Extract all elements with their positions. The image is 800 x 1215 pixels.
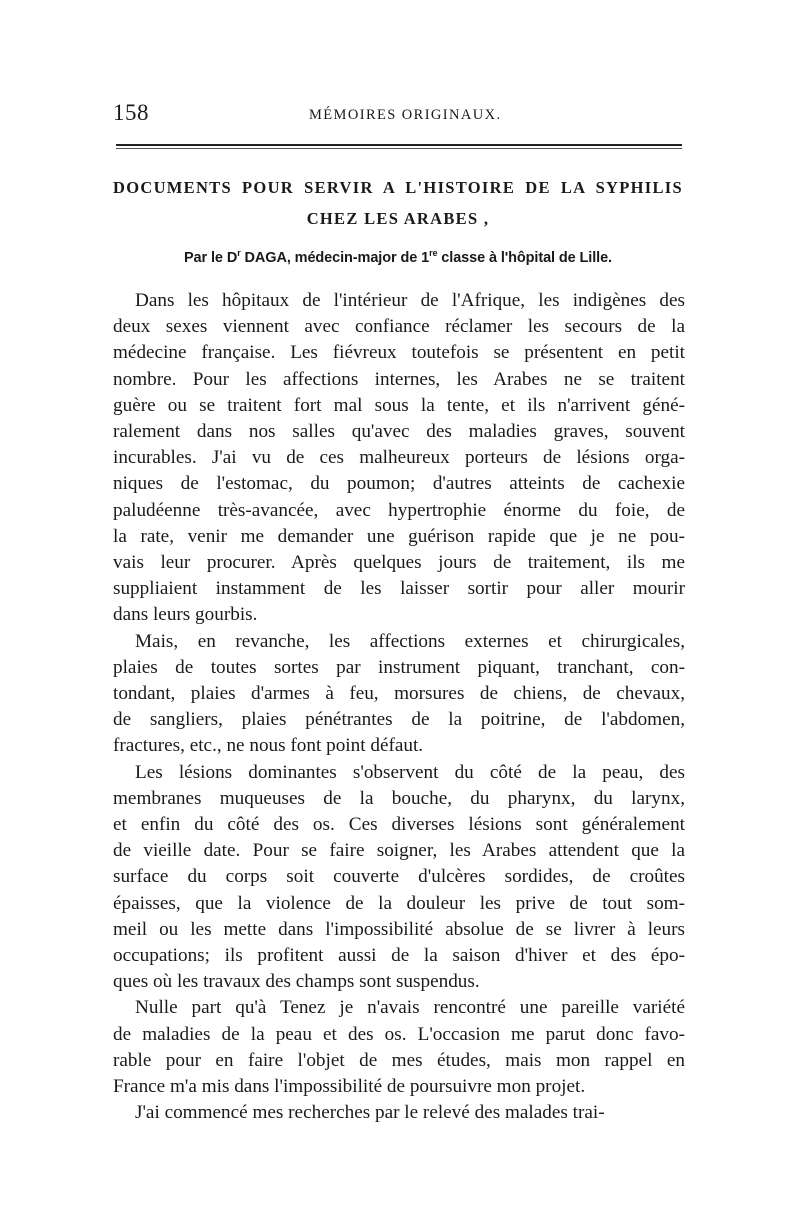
paragraph-line: vais leur procurer. Après quelques jours de traitement, ils me — [113, 552, 685, 574]
paragraph-line: membranes muqueuses de la bouche, du pharynx, du larynx, — [113, 787, 685, 809]
paragraph-line: épaisses, que la violence de la douleur les prive de tout som- — [113, 892, 685, 914]
paragraph-line: incurables. J'ai vu de ces malheureux porteurs de lésions orga- — [113, 447, 685, 469]
article-body — [113, 288, 685, 1127]
paragraph-line: ralement dans nos salles qu'avec des maladies graves, souvent — [113, 421, 685, 443]
article-title-line-2: CHEZ LES ARABES , — [306, 209, 490, 228]
paragraph-line: de vieille date. Pour se faire soigner, les Arabes attendent que la — [113, 840, 685, 862]
article-title-line-1: DOCUMENTS POUR SERVIR A L'HISTOIRE DE LA SYPHILIS — [113, 178, 683, 197]
paragraph-line: J'ai commencé mes recherches par le relevé des malades trai- — [135, 1102, 605, 1124]
body-paragraph — [113, 1100, 685, 1126]
paragraph-line: surface du corps soit couverte d'ulcères sordides, de croûtes — [113, 866, 685, 888]
paragraph-line: tondant, plaies d'armes à feu, morsures de chiens, de chevaux, — [113, 683, 685, 705]
paragraph-line: Mais, en revanche, les affections externes et chirurgicales, — [135, 630, 685, 652]
paragraph-line: nombre. Pour les affections internes, les Arabes ne se traitent — [113, 368, 685, 390]
paragraph-line: la rate, venir me demander une guérison rapide que je ne pou- — [113, 525, 685, 547]
paragraph-line: paludéenne très-avancée, avec hypertrophie énorme du foie, de — [113, 499, 685, 521]
byline-prefix: Par le D — [183, 250, 238, 266]
paragraph-line: dans leurs gourbis. — [113, 604, 258, 626]
running-title: MÉMOIRES ORIGINAUX. — [309, 107, 502, 123]
running-head — [113, 100, 683, 130]
page-number: 158 — [113, 100, 149, 125]
article-byline — [113, 248, 683, 266]
paragraph-line: fractures, etc., ne nous font point défaut. — [113, 735, 424, 757]
byline-superscript-class: re — [429, 248, 438, 258]
paragraph-line: de sangliers, plaies pénétrantes de la poitrine, de l'abdomen, — [113, 709, 685, 731]
paragraph-line: occupations; ils profitent aussi de la saison d'hiver et des épo- — [113, 945, 685, 967]
paragraph-line: plaies de toutes sortes par instrument piquant, tranchant, con- — [113, 656, 685, 678]
paragraph-line: de maladies de la peau et des os. L'occasion me parut donc favo- — [113, 1023, 685, 1045]
paragraph-line: deux sexes viennent avec confiance réclamer les secours de la — [113, 316, 685, 338]
paragraph-line: médecine française. Les fiévreux toutefois se présentent en petit — [113, 342, 685, 364]
paragraph-line: ques où les travaux des champs sont suspendus. — [113, 971, 480, 993]
header-rule-thin — [116, 148, 682, 149]
paragraph-line: Dans les hôpitaux de l'intérieur de l'Afrique, les indigènes des — [135, 290, 685, 311]
byline-suffix: classe à l'hôpital de Lille. — [437, 250, 612, 266]
paragraph-line: France m'a mis dans l'impossibilité de poursuivre mon projet. — [113, 1076, 586, 1098]
paragraph-line: Les lésions dominantes s'observent du côté de la peau, des — [135, 761, 685, 783]
paragraph-line: meil ou les mette dans l'impossibilité absolue de se livrer à leurs — [113, 918, 685, 940]
byline-superscript-doctor: r — [237, 248, 241, 258]
byline-middle: DAGA, médecin-major de 1 — [240, 250, 430, 266]
article-title — [113, 172, 683, 234]
paragraph-line: rable pour en faire l'objet de mes études, mais mon rappel en — [113, 1049, 685, 1071]
paragraph-line: Nulle part qu'à Tenez je n'avais rencontré une pareille variété — [135, 997, 685, 1019]
body-paragraph — [113, 760, 685, 996]
header-rule — [116, 144, 682, 146]
body-paragraph — [113, 629, 685, 760]
paragraph-line: suppliaient instamment de les laisser sortir pour aller mourir — [113, 578, 685, 600]
paragraph-line: guère ou se traitent fort mal sous la tente, et ils n'arrivent géné- — [113, 394, 685, 416]
body-paragraph — [113, 995, 685, 1100]
paragraph-line: et enfin du côté des os. Ces diverses lésions sont généralement — [113, 814, 685, 836]
paragraph-line: niques de l'estomac, du poumon; d'autres atteints de cachexie — [113, 473, 685, 495]
body-paragraph — [113, 288, 685, 629]
